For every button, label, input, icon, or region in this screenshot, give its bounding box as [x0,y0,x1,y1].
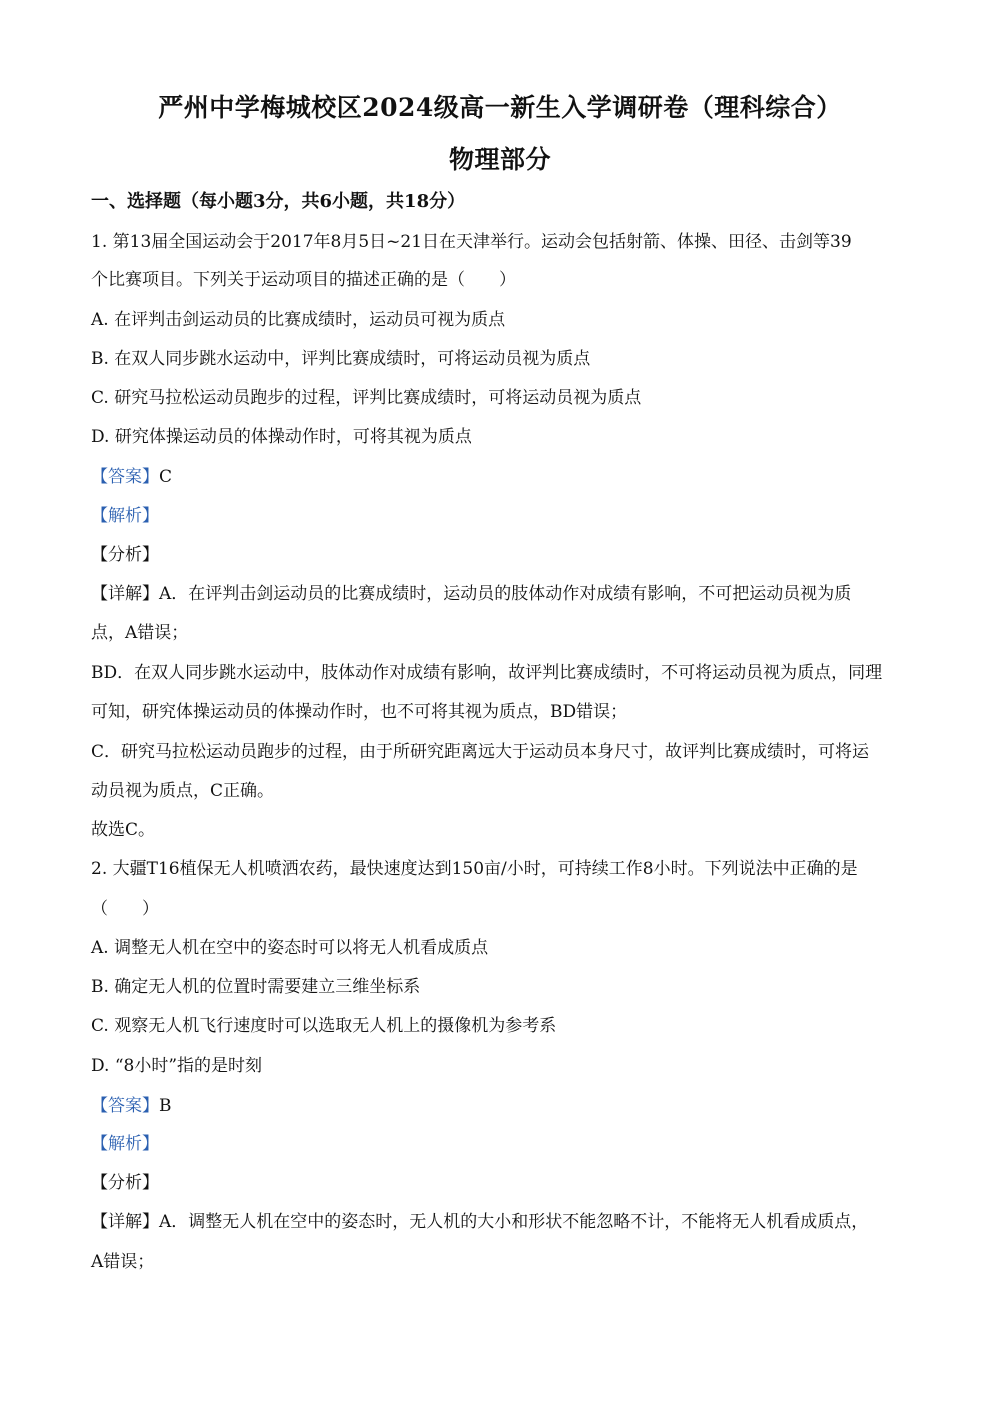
page-title: 严州中学梅城校区2024级高一新生入学调研卷（理科综合） [158,93,842,122]
q1-option-b: B. 在双人同步跳水运动中，评判比赛成绩时，可将运动员视为质点 [91,349,591,369]
detail-tag: 【详解】 [91,584,159,604]
q1-detail-line6: 动员视为质点，C正确。 [91,781,275,801]
q2-detail-line1 [91,1210,868,1234]
q2-analysis-tag: 【解析】 [91,1134,159,1154]
detail-tag: 【详解】 [91,1212,159,1232]
q1-detail-line1 [91,582,851,606]
detail-text: A．调整无人机在空中的姿态时，无人机的大小和形状不能忽略不计，不能将无人机看成质点， [159,1212,869,1232]
answer-value: C [159,467,173,487]
q1-detail-line5: C．研究马拉松运动员跑步的过程，由于所研究距离远大于运动员本身尺寸，故评判比赛成绩时，可将运 [91,742,870,762]
q2-option-d: D. “8小时”指的是时刻 [91,1056,263,1076]
answer-tag: 【答案】 [91,467,159,487]
q1-detail-line4: 可知，研究体操运动员的体操动作时，也不可将其视为质点，BD错误； [91,702,628,722]
section-heading: 一、选择题（每小题3分，共6小题，共18分） [91,191,466,212]
q2-detail-line2: A错误； [91,1252,155,1272]
q2-option-b: B. 确定无人机的位置时需要建立三维坐标系 [91,977,421,997]
q2-stem-line1: 2. 大疆T16植保无人机喷洒农药，最快速度达到150亩/小时，可持续工作8小时。下列说法中正确的是 [91,859,858,879]
q1-answer [91,465,172,489]
q1-option-d: D. 研究体操运动员的体操动作时，可将其视为质点 [91,427,472,447]
answer-tag: 【答案】 [91,1096,159,1116]
q1-option-c: C. 研究马拉松运动员跑步的过程，评判比赛成绩时，可将运动员视为质点 [91,388,642,408]
page-subtitle: 物理部分 [448,145,551,174]
q2-stem-line2: （ ） [91,899,159,919]
detail-text: A．在评判击剑运动员的比赛成绩时，运动员的肢体动作对成绩有影响，不可把运动员视为质 [159,584,852,604]
q1-option-a: A. 在评判击剑运动员的比赛成绩时，运动员可视为质点 [91,310,506,330]
q1-stem-line1: 1. 第13届全国运动会于2017年8月5日~21日在天津举行。运动会包括射箭、体操、田径、击剑等39 [91,232,852,252]
q1-detail-line2: 点，A错误； [91,623,189,643]
q1-conclusion: 故选C。 [91,820,156,840]
q1-detail-line3: BD．在双人同步跳水运动中，肢体动作对成绩有影响，故评判比赛成绩时，不可将运动员视为质点，同理 [91,663,883,683]
q2-option-a: A. 调整无人机在空中的姿态时可以将无人机看成质点 [91,938,489,958]
q2-option-c: C. 观察无人机飞行速度时可以选取无人机上的摄像机为参考系 [91,1016,557,1036]
q1-analysis-tag: 【解析】 [91,506,159,526]
q2-answer [91,1094,172,1118]
q1-stem-line2: 个比赛项目。下列关于运动项目的描述正确的是（ ） [91,270,516,290]
q2-fenxi-tag: 【分析】 [91,1173,159,1193]
answer-value: B [159,1096,172,1116]
q1-fenxi-tag: 【分析】 [91,545,159,565]
